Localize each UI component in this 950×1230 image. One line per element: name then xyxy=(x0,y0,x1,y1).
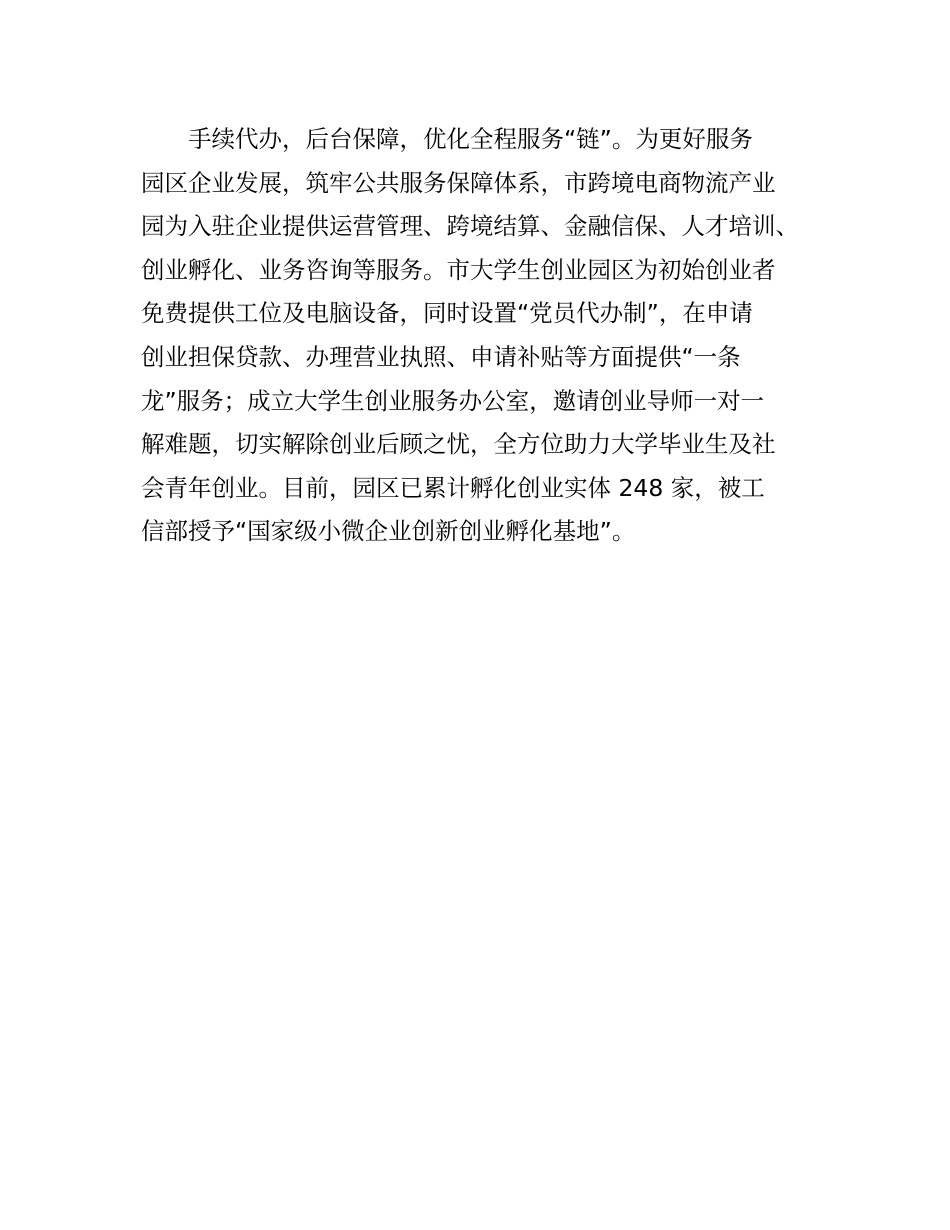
paragraph-line: 手续代办，后台保障，优化全程服务“链”。为更好服务 xyxy=(188,125,753,153)
paragraph-line: 创业孵化、业务咨询等服务。市大学生创业园区为初始创业者 xyxy=(141,255,776,284)
paragraph-line: 龙”服务；成立大学生创业服务办公室，邀请创业导师一对一 xyxy=(141,386,765,415)
paragraph-line: 园为入驻企业提供运营管理、跨境结算、金融信保、人才培训、 xyxy=(141,212,799,241)
paragraph-line: 信部授予“国家级小微企业创新创业孵化基地”。 xyxy=(141,517,636,546)
paragraph-line: 会青年创业。目前，园区已累计孵化创业实体 248 家，被工 xyxy=(141,473,765,502)
paragraph-line: 创业担保贷款、办理营业执照、申请补贴等方面提供“一条 xyxy=(141,342,741,371)
body-paragraph xyxy=(141,118,841,554)
paragraph-line: 园区企业发展，筑牢公共服务保障体系，市跨境电商物流产业 xyxy=(141,168,776,197)
paragraph-line: 免费提供工位及电脑设备，同时设置“党员代办制”，在申请 xyxy=(141,299,753,328)
paragraph-line: 解难题，切实解除创业后顾之忧，全方位助力大学毕业生及社 xyxy=(141,430,776,459)
